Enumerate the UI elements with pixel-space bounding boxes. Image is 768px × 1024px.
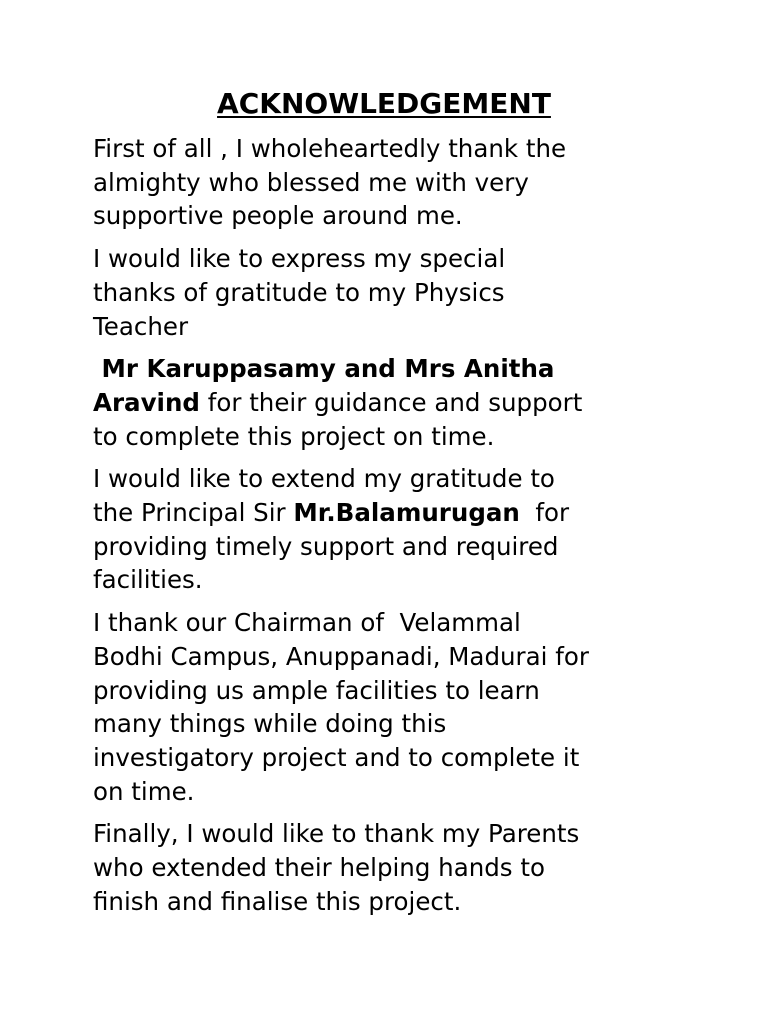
paragraph-chairman <box>93 606 693 808</box>
text-segment: for <box>519 498 570 528</box>
text-line: First of all , I wholeheartedly thank the <box>93 134 567 163</box>
document-body <box>93 132 693 927</box>
principal-name-bold: Mr.Balamurugan <box>293 498 520 528</box>
paragraph-principal <box>93 462 693 597</box>
teacher-name-bold: Aravind <box>93 387 200 417</box>
text-line: I would like to express my special <box>93 244 506 274</box>
paragraph-intro <box>93 132 693 233</box>
text-line: many things while doing this <box>93 709 447 739</box>
text-line: Finally, I would like to thank my Parents <box>93 819 580 849</box>
text-line: investigatory project and to complete it <box>93 742 580 772</box>
text-line: almighty who blessed me with very <box>93 167 529 197</box>
text-line: on time. <box>93 776 195 806</box>
text-line <box>93 352 693 386</box>
text-line <box>93 386 693 420</box>
text-segment: for their guidance and support <box>199 387 583 417</box>
text-line <box>93 496 693 530</box>
text-line: Bodhi Campus, Anuppanadi, Madurai for <box>93 641 589 671</box>
text-line: to complete this project on time. <box>93 421 495 451</box>
text-segment: the Principal Sir <box>93 498 294 528</box>
text-line: thanks of gratitude to my Physics <box>93 277 505 307</box>
teacher-names-bold: Mr Karuppasamy and Mrs Anitha <box>93 354 555 384</box>
text-line: facilities. <box>93 565 203 595</box>
paragraph-teacher-names <box>93 352 693 453</box>
page-title: ACKNOWLEDGEMENT <box>217 87 551 120</box>
text-line: supportive people around me. <box>93 201 463 231</box>
text-line: who extended their helping hands to <box>93 853 545 883</box>
text-line: providing timely support and required <box>93 531 559 561</box>
text-line: Teacher <box>93 311 189 341</box>
paragraph-parents <box>93 817 693 918</box>
text-line: providing us ample facilities to learn <box>93 675 540 705</box>
text-line: I would like to extend my gratitude to <box>93 464 555 494</box>
paragraph-physics-teacher <box>93 242 693 343</box>
text-line: I thank our Chairman of Velammal <box>93 608 521 638</box>
text-line: finish and finalise this project. <box>93 886 462 916</box>
